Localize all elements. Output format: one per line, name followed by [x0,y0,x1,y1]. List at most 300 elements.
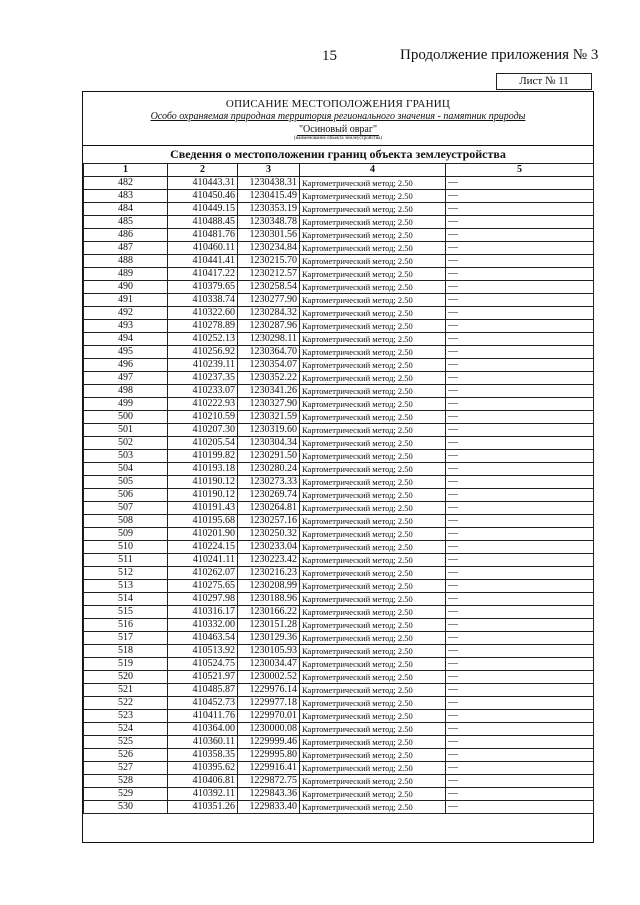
x-coordinate-cell: 410392.11 [168,788,238,801]
method-accuracy-cell: Картометрический метод; 2.50 [300,424,446,437]
point-description-cell: — [446,216,594,229]
y-coordinate-cell: 1230216.23 [238,567,300,580]
point-number-cell: 496 [84,359,168,372]
y-coordinate-cell: 1230301.56 [238,229,300,242]
object-name: "Осиновый овраг" [298,124,378,135]
point-number-cell: 504 [84,463,168,476]
x-coordinate-cell: 410205.54 [168,437,238,450]
x-coordinate-cell: 410463.54 [168,632,238,645]
table-row [84,671,594,684]
y-coordinate-cell: 1230034.47 [238,658,300,671]
table-row [84,359,594,372]
point-number-cell: 529 [84,788,168,801]
point-description-cell: — [446,567,594,580]
section-title: Сведения о местоположении границ объекта землеустройства [83,145,593,164]
method-accuracy-cell: Картометрический метод; 2.50 [300,398,446,411]
x-coordinate-cell: 410351.26 [168,801,238,814]
method-accuracy-cell: Картометрический метод; 2.50 [300,359,446,372]
y-coordinate-cell: 1230233.04 [238,541,300,554]
table-row [84,281,594,294]
method-accuracy-cell: Картометрический метод; 2.50 [300,203,446,216]
point-description-cell: — [446,372,594,385]
method-accuracy-cell: Картометрический метод; 2.50 [300,671,446,684]
table-row [84,489,594,502]
table-row [84,398,594,411]
point-number-cell: 514 [84,593,168,606]
column-header: 1 [84,164,168,177]
table-row [84,346,594,359]
x-coordinate-cell: 410252.13 [168,333,238,346]
point-description-cell: — [446,723,594,736]
y-coordinate-cell: 1230321.59 [238,411,300,424]
point-description-cell: — [446,619,594,632]
y-coordinate-cell: 1230348.78 [238,216,300,229]
point-description-cell: — [446,268,594,281]
y-coordinate-cell: 1229999.46 [238,736,300,749]
point-number-cell: 512 [84,567,168,580]
x-coordinate-cell: 410521.97 [168,671,238,684]
table-row [84,216,594,229]
method-accuracy-cell: Картометрический метод; 2.50 [300,684,446,697]
point-description-cell: — [446,710,594,723]
point-description-cell: — [446,190,594,203]
column-header: 3 [238,164,300,177]
table-row [84,229,594,242]
x-coordinate-cell: 410450.46 [168,190,238,203]
table-row [84,723,594,736]
table-row [84,502,594,515]
point-number-cell: 516 [84,619,168,632]
point-description-cell: — [446,281,594,294]
method-accuracy-cell: Картометрический метод; 2.50 [300,463,446,476]
territory-description: Особо охраняемая природная территория регионального значения - памятник природы [150,111,526,122]
point-number-cell: 498 [84,385,168,398]
method-accuracy-cell: Картометрический метод; 2.50 [300,736,446,749]
y-coordinate-cell: 1230188.96 [238,593,300,606]
table-row [84,801,594,814]
point-description-cell: — [446,684,594,697]
y-coordinate-cell: 1230129.36 [238,632,300,645]
table-row [84,580,594,593]
point-description-cell: — [446,801,594,814]
x-coordinate-cell: 410443.31 [168,177,238,190]
point-description-cell: — [446,489,594,502]
table-row [84,463,594,476]
table-row [84,788,594,801]
table-row [84,775,594,788]
table-row [84,645,594,658]
method-accuracy-cell: Картометрический метод; 2.50 [300,606,446,619]
point-number-cell: 495 [84,346,168,359]
method-accuracy-cell: Картометрический метод; 2.50 [300,567,446,580]
x-coordinate-cell: 410406.81 [168,775,238,788]
method-accuracy-cell: Картометрический метод; 2.50 [300,710,446,723]
x-coordinate-cell: 410417.22 [168,268,238,281]
x-coordinate-cell: 410193.18 [168,463,238,476]
method-accuracy-cell: Картометрический метод; 2.50 [300,333,446,346]
y-coordinate-cell: 1230250.32 [238,528,300,541]
x-coordinate-cell: 410190.12 [168,476,238,489]
point-number-cell: 502 [84,437,168,450]
y-coordinate-cell: 1230277.90 [238,294,300,307]
point-number-cell: 522 [84,697,168,710]
point-description-cell: — [446,593,594,606]
point-description-cell: — [446,645,594,658]
point-number-cell: 518 [84,645,168,658]
point-description-cell: — [446,450,594,463]
y-coordinate-cell: 1230298.11 [238,333,300,346]
method-accuracy-cell: Картометрический метод; 2.50 [300,320,446,333]
x-coordinate-cell: 410233.07 [168,385,238,398]
x-coordinate-cell: 410241.11 [168,554,238,567]
table-row [84,476,594,489]
point-number-cell: 490 [84,281,168,294]
point-number-cell: 530 [84,801,168,814]
point-description-cell: — [446,177,594,190]
method-accuracy-cell: Картометрический метод; 2.50 [300,346,446,359]
x-coordinate-cell: 410201.90 [168,528,238,541]
page-number: 15 [322,48,337,64]
table-row [84,619,594,632]
x-coordinate-cell: 410452.73 [168,697,238,710]
y-coordinate-cell: 1230291.50 [238,450,300,463]
x-coordinate-cell: 410237.35 [168,372,238,385]
y-coordinate-cell: 1230234.84 [238,242,300,255]
point-description-cell: — [446,333,594,346]
point-description-cell: — [446,762,594,775]
point-number-cell: 517 [84,632,168,645]
x-coordinate-cell: 410485.87 [168,684,238,697]
table-row [84,385,594,398]
point-description-cell: — [446,346,594,359]
point-description-cell: — [446,541,594,554]
x-coordinate-cell: 410199.82 [168,450,238,463]
x-coordinate-cell: 410524.75 [168,658,238,671]
y-coordinate-cell: 1230354.07 [238,359,300,372]
point-description-cell: — [446,502,594,515]
point-number-cell: 525 [84,736,168,749]
y-coordinate-cell: 1230327.90 [238,398,300,411]
x-coordinate-cell: 410207.30 [168,424,238,437]
method-accuracy-cell: Картометрический метод; 2.50 [300,749,446,762]
method-accuracy-cell: Картометрический метод; 2.50 [300,281,446,294]
point-description-cell: — [446,606,594,619]
table-row [84,307,594,320]
y-coordinate-cell: 1230364.70 [238,346,300,359]
sheet-number-box: Лист № 11 [496,73,592,90]
point-description-cell: — [446,424,594,437]
method-accuracy-cell: Картометрический метод; 2.50 [300,385,446,398]
point-description-cell: — [446,554,594,567]
point-number-cell: 486 [84,229,168,242]
method-accuracy-cell: Картометрический метод; 2.50 [300,450,446,463]
table-header-row [84,164,594,177]
x-coordinate-cell: 410338.74 [168,294,238,307]
point-number-cell: 506 [84,489,168,502]
point-number-cell: 492 [84,307,168,320]
method-accuracy-cell: Картометрический метод; 2.50 [300,762,446,775]
method-accuracy-cell: Картометрический метод; 2.50 [300,515,446,528]
table-row [84,424,594,437]
method-accuracy-cell: Картометрический метод; 2.50 [300,307,446,320]
method-accuracy-cell: Картометрический метод; 2.50 [300,554,446,567]
method-accuracy-cell: Картометрический метод; 2.50 [300,268,446,281]
point-number-cell: 494 [84,333,168,346]
column-header: 5 [446,164,594,177]
y-coordinate-cell: 1229916.41 [238,762,300,775]
x-coordinate-cell: 410275.65 [168,580,238,593]
point-number-cell: 484 [84,203,168,216]
y-coordinate-cell: 1230208.99 [238,580,300,593]
point-description-cell: — [446,411,594,424]
y-coordinate-cell: 1229843.36 [238,788,300,801]
y-coordinate-cell: 1229976.14 [238,684,300,697]
point-number-cell: 524 [84,723,168,736]
method-accuracy-cell: Картометрический метод; 2.50 [300,801,446,814]
y-coordinate-cell: 1230269.74 [238,489,300,502]
y-coordinate-cell: 1230284.32 [238,307,300,320]
y-coordinate-cell: 1230215.70 [238,255,300,268]
point-number-cell: 487 [84,242,168,255]
point-description-cell: — [446,749,594,762]
point-number-cell: 505 [84,476,168,489]
table-row [84,567,594,580]
y-coordinate-cell: 1230166.22 [238,606,300,619]
method-accuracy-cell: Картометрический метод; 2.50 [300,658,446,671]
y-coordinate-cell: 1229977.18 [238,697,300,710]
point-description-cell: — [446,671,594,684]
point-description-cell: — [446,632,594,645]
table-row [84,697,594,710]
y-coordinate-cell: 1230212.57 [238,268,300,281]
point-description-cell: — [446,697,594,710]
x-coordinate-cell: 410441.41 [168,255,238,268]
point-description-cell: — [446,658,594,671]
method-accuracy-cell: Картометрический метод; 2.50 [300,619,446,632]
point-description-cell: — [446,229,594,242]
x-coordinate-cell: 410322.60 [168,307,238,320]
table-row [84,736,594,749]
object-name-caption: (наименование объекта землеустройства) [293,136,383,141]
y-coordinate-cell: 1229995.80 [238,749,300,762]
y-coordinate-cell: 1230257.16 [238,515,300,528]
point-number-cell: 507 [84,502,168,515]
method-accuracy-cell: Картометрический метод; 2.50 [300,528,446,541]
method-accuracy-cell: Картометрический метод; 2.50 [300,775,446,788]
point-number-cell: 499 [84,398,168,411]
y-coordinate-cell: 1229970.01 [238,710,300,723]
table-row [84,177,594,190]
x-coordinate-cell: 410278.89 [168,320,238,333]
method-accuracy-cell: Картометрический метод; 2.50 [300,723,446,736]
point-description-cell: — [446,463,594,476]
table-row [84,684,594,697]
y-coordinate-cell: 1230287.96 [238,320,300,333]
method-accuracy-cell: Картометрический метод; 2.50 [300,632,446,645]
method-accuracy-cell: Картометрический метод; 2.50 [300,697,446,710]
method-accuracy-cell: Картометрический метод; 2.50 [300,294,446,307]
x-coordinate-cell: 410449.15 [168,203,238,216]
table-row [84,658,594,671]
point-number-cell: 483 [84,190,168,203]
x-coordinate-cell: 410190.12 [168,489,238,502]
table-row [84,372,594,385]
y-coordinate-cell: 1230273.33 [238,476,300,489]
point-number-cell: 508 [84,515,168,528]
table-row [84,710,594,723]
table-row [84,606,594,619]
appendix-continuation-label: Продолжение приложения № 3 [400,47,599,63]
point-description-cell: — [446,255,594,268]
point-number-cell: 501 [84,424,168,437]
table-row [84,515,594,528]
x-coordinate-cell: 410191.43 [168,502,238,515]
table-row [84,437,594,450]
y-coordinate-cell: 1230258.54 [238,281,300,294]
point-number-cell: 493 [84,320,168,333]
table-row [84,255,594,268]
point-description-cell: — [446,736,594,749]
method-accuracy-cell: Картометрический метод; 2.50 [300,411,446,424]
method-accuracy-cell: Картометрический метод; 2.50 [300,216,446,229]
point-description-cell: — [446,320,594,333]
x-coordinate-cell: 410262.07 [168,567,238,580]
method-accuracy-cell: Картометрический метод; 2.50 [300,502,446,515]
table-row [84,749,594,762]
point-description-cell: — [446,307,594,320]
table-row [84,268,594,281]
object-name-line [83,124,593,135]
y-coordinate-cell: 1230304.34 [238,437,300,450]
method-accuracy-cell: Картометрический метод; 2.50 [300,255,446,268]
x-coordinate-cell: 410513.92 [168,645,238,658]
point-number-cell: 523 [84,710,168,723]
y-coordinate-cell: 1230002.52 [238,671,300,684]
method-accuracy-cell: Картометрический метод; 2.50 [300,593,446,606]
point-description-cell: — [446,359,594,372]
method-accuracy-cell: Картометрический метод; 2.50 [300,580,446,593]
table-row [84,203,594,216]
point-number-cell: 515 [84,606,168,619]
y-coordinate-cell: 1229833.40 [238,801,300,814]
table-row [84,554,594,567]
point-description-cell: — [446,437,594,450]
column-header: 4 [300,164,446,177]
point-number-cell: 482 [84,177,168,190]
boundary-description-frame [82,91,594,843]
point-description-cell: — [446,294,594,307]
method-accuracy-cell: Картометрический метод; 2.50 [300,476,446,489]
point-number-cell: 500 [84,411,168,424]
y-coordinate-cell: 1230352.22 [238,372,300,385]
method-accuracy-cell: Картометрический метод; 2.50 [300,372,446,385]
point-description-cell: — [446,203,594,216]
point-description-cell: — [446,788,594,801]
y-coordinate-cell: 1230151.28 [238,619,300,632]
point-description-cell: — [446,775,594,788]
method-accuracy-cell: Картометрический метод; 2.50 [300,541,446,554]
table-row [84,541,594,554]
table-row [84,411,594,424]
point-number-cell: 519 [84,658,168,671]
point-number-cell: 503 [84,450,168,463]
x-coordinate-cell: 410379.65 [168,281,238,294]
point-description-cell: — [446,476,594,489]
point-number-cell: 521 [84,684,168,697]
point-description-cell: — [446,398,594,411]
x-coordinate-cell: 410316.17 [168,606,238,619]
x-coordinate-cell: 410239.11 [168,359,238,372]
point-number-cell: 510 [84,541,168,554]
point-number-cell: 489 [84,268,168,281]
x-coordinate-cell: 410364.00 [168,723,238,736]
point-description-cell: — [446,515,594,528]
coordinates-table [83,163,594,814]
x-coordinate-cell: 410210.59 [168,411,238,424]
x-coordinate-cell: 410297.98 [168,593,238,606]
y-coordinate-cell: 1230280.24 [238,463,300,476]
x-coordinate-cell: 410195.68 [168,515,238,528]
y-coordinate-cell: 1229872.75 [238,775,300,788]
point-number-cell: 513 [84,580,168,593]
method-accuracy-cell: Картометрический метод; 2.50 [300,788,446,801]
x-coordinate-cell: 410411.76 [168,710,238,723]
table-row [84,320,594,333]
point-number-cell: 509 [84,528,168,541]
point-number-cell: 511 [84,554,168,567]
point-number-cell: 528 [84,775,168,788]
table-row [84,294,594,307]
y-coordinate-cell: 1230415.49 [238,190,300,203]
method-accuracy-cell: Картометрический метод; 2.50 [300,190,446,203]
x-coordinate-cell: 410256.92 [168,346,238,359]
method-accuracy-cell: Картометрический метод; 2.50 [300,437,446,450]
point-number-cell: 488 [84,255,168,268]
x-coordinate-cell: 410360.11 [168,736,238,749]
x-coordinate-cell: 410488.45 [168,216,238,229]
x-coordinate-cell: 410358.35 [168,749,238,762]
table-body [84,177,594,814]
table-row [84,450,594,463]
x-coordinate-cell: 410222.93 [168,398,238,411]
table-row [84,528,594,541]
point-description-cell: — [446,580,594,593]
table-row [84,632,594,645]
point-number-cell: 491 [84,294,168,307]
y-coordinate-cell: 1230223.42 [238,554,300,567]
document-title: ОПИСАНИЕ МЕСТОПОЛОЖЕНИЯ ГРАНИЦ [225,98,451,110]
method-accuracy-cell: Картометрический метод; 2.50 [300,645,446,658]
table-row [84,593,594,606]
table-row [84,333,594,346]
y-coordinate-cell: 1230438.31 [238,177,300,190]
x-coordinate-cell: 410395.62 [168,762,238,775]
point-number-cell: 527 [84,762,168,775]
method-accuracy-cell: Картометрический метод; 2.50 [300,229,446,242]
y-coordinate-cell: 1230319.60 [238,424,300,437]
table-row [84,190,594,203]
y-coordinate-cell: 1230353.19 [238,203,300,216]
point-description-cell: — [446,528,594,541]
table-row [84,242,594,255]
y-coordinate-cell: 1230000.08 [238,723,300,736]
point-description-cell: — [446,385,594,398]
x-coordinate-cell: 410481.76 [168,229,238,242]
point-number-cell: 520 [84,671,168,684]
table-row [84,762,594,775]
point-number-cell: 485 [84,216,168,229]
x-coordinate-cell: 410332.00 [168,619,238,632]
